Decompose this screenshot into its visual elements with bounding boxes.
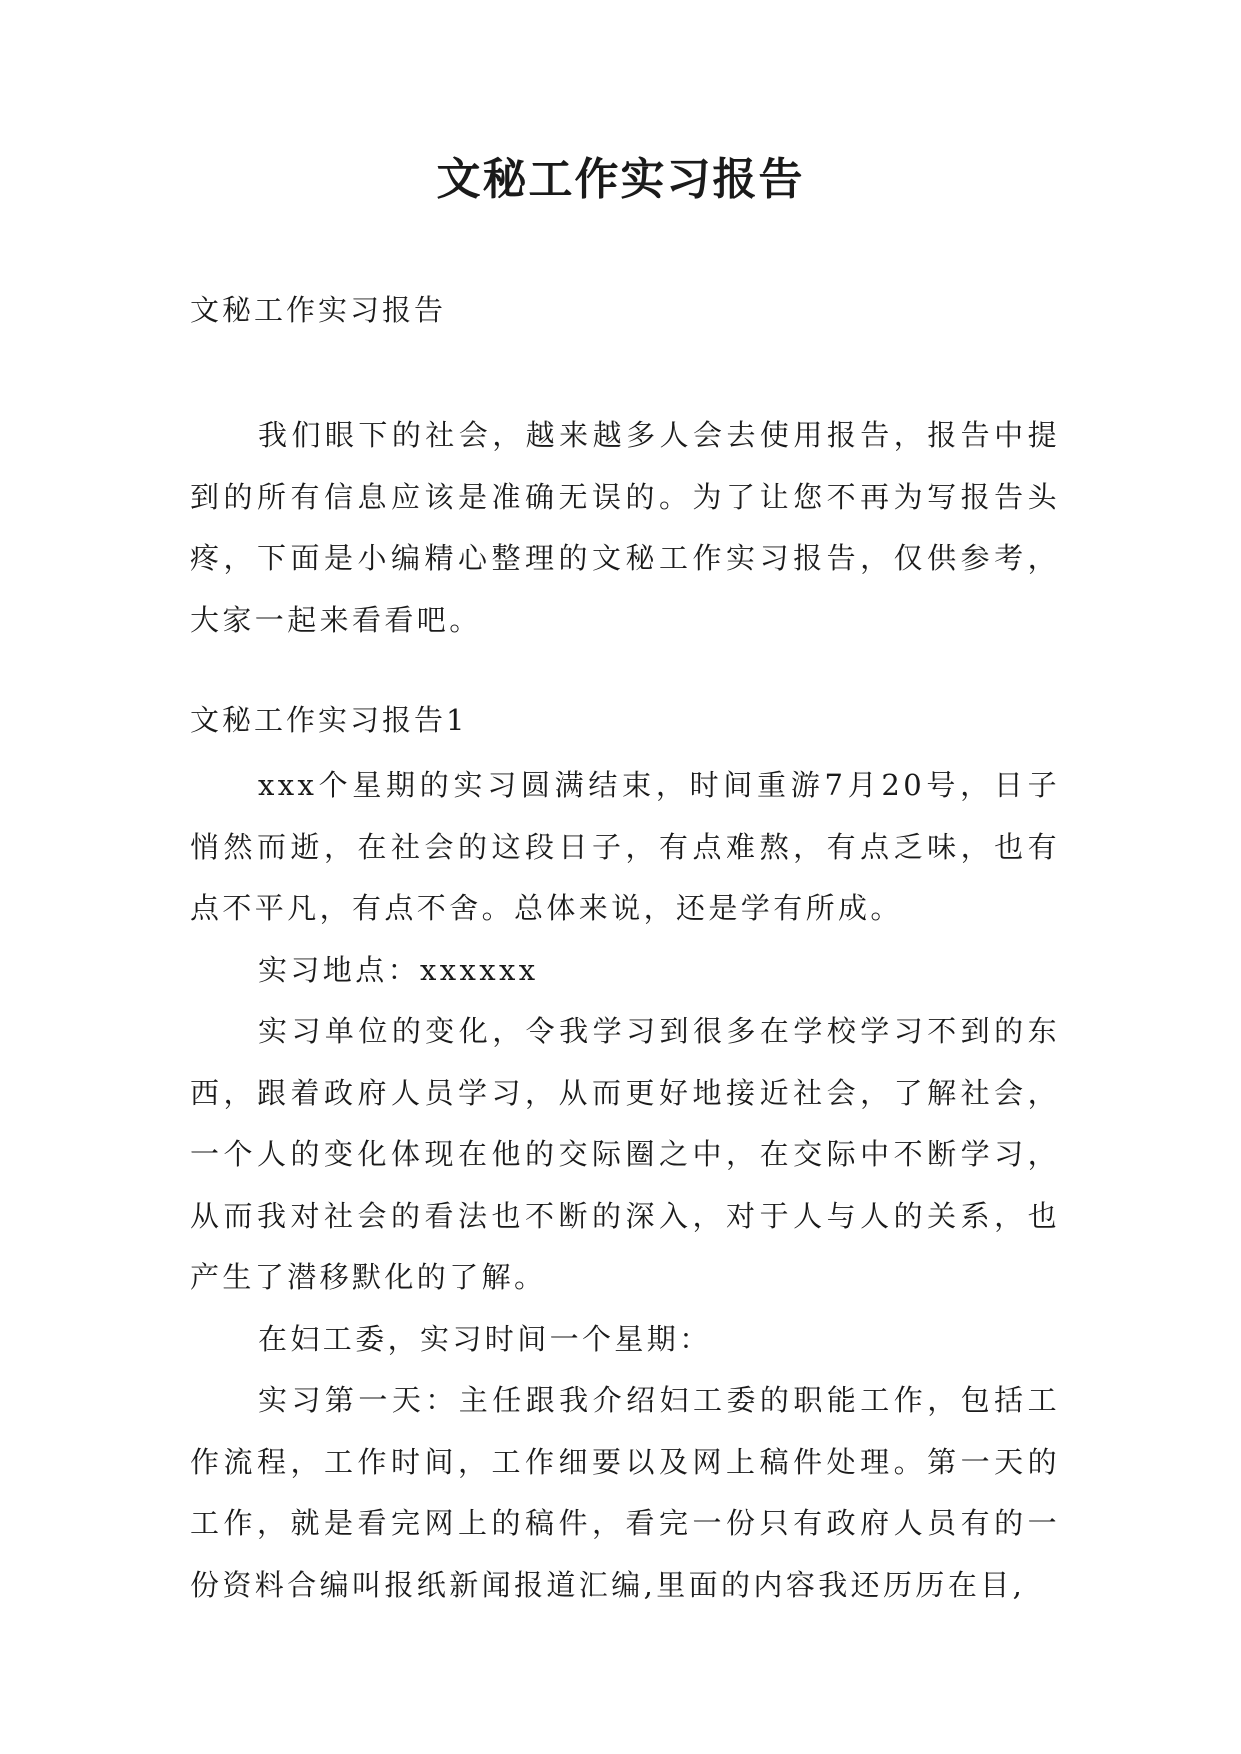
document-title: 文秘工作实习报告: [436, 154, 805, 205]
body-paragraph: xxx个星期的实习圆满结束，时间重游7月20号，日子悄然而逝，在社会的这段日子，有点难熬，有点乏味，也有点不平凡，有点不舍。总体来说，还是学有所成。: [190, 768, 1060, 925]
body-paragraph: 实习地点：xxxxxx: [258, 952, 539, 987]
intro-section: [190, 405, 1060, 651]
document-subtitle: 文秘工作实习报告: [190, 293, 447, 327]
body-paragraph: 在妇工委，实习时间一个星期：: [258, 1321, 712, 1356]
body-section: [190, 755, 1060, 1616]
section-heading: 文秘工作实习报告1: [190, 703, 468, 737]
body-paragraph: 实习第一天：主任跟我介绍妇工委的职能工作，包括工作流程，工作时间，工作细要以及网上稿件处理。第一天的工作，就是看完网上的稿件，看完一份只有政府人员有的一份资料合编叫报纸新闻报道汇编,里面的内容我还历历在目,: [190, 1383, 1060, 1602]
body-paragraph: 实习单位的变化，令我学习到很多在学校学习不到的东西，跟着政府人员学习，从而更好地接近社会，了解社会，一个人的变化体现在他的交际圈之中，在交际中不断学习，从而我对社会的看法也不断的深入，对于人与人的关系，也产生了潜移默化的了解。: [190, 1014, 1060, 1294]
intro-paragraph: 我们眼下的社会，越来越多人会去使用报告，报告中提到的所有信息应该是准确无误的。为了让您不再为写报告头疼，下面是小编精心整理的文秘工作实习报告，仅供参考，大家一起来看看吧。: [190, 418, 1060, 637]
